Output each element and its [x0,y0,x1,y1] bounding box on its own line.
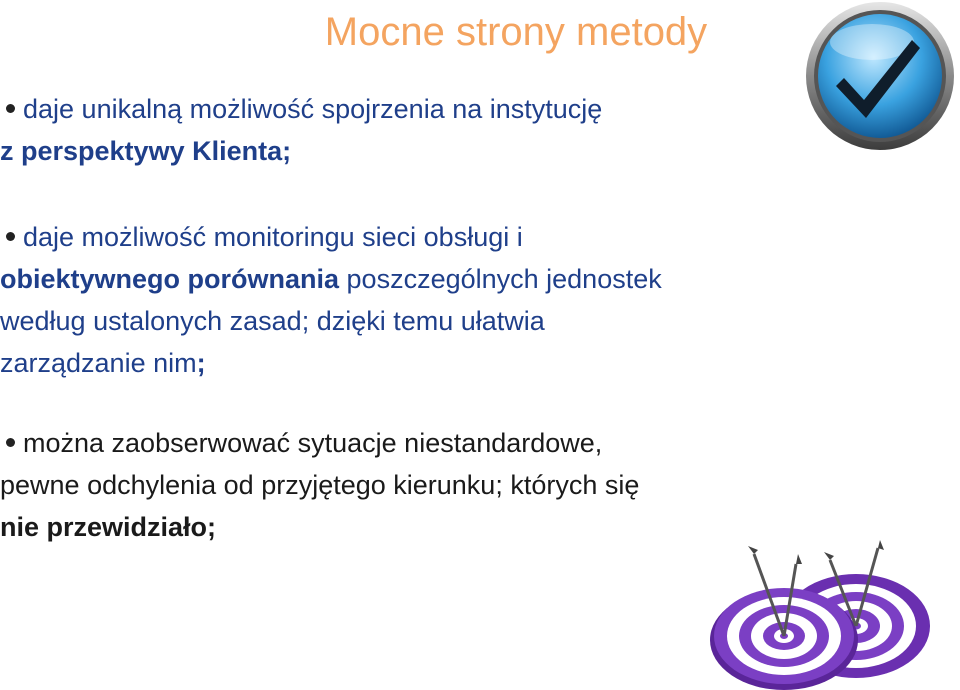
bullet-2-line-4: zarządzanie nim; [0,348,206,378]
bullet-2-line-2: obiektywnego porównania poszczególnych jednostek [0,264,662,294]
bullet-2-line-1: daje możliwość monitoringu sieci obsługi i [0,216,800,258]
bullet-3-line-2: pewne odchylenia od przyjętego kierunku; których się [0,470,640,500]
checkmark-button-icon [800,0,960,160]
archery-targets-icon [700,540,940,690]
arrow-fletchings [748,540,884,564]
bullet-item-1 [0,88,800,172]
bullet-3-line-3: nie przewidziało; [0,512,217,542]
slide-title: Mocne strony metody [324,10,708,54]
bullet-3-line-1: można zaobserwować sytuacje niestandardowe, [0,422,800,464]
bullet-dot [6,438,15,447]
bullet-item-2 [0,216,800,384]
bullet-dot [6,232,15,241]
bullet-2-line-3: według ustalonych zasad; dzięki temu ułatwia [0,306,545,336]
bullet-item-3 [0,422,800,548]
bullet-1-line-2: z perspektywy Klienta; [0,136,292,166]
bullet-dot [6,104,15,113]
bullet-1-line-1: daje unikalną możliwość spojrzenia na instytucję [0,88,800,130]
